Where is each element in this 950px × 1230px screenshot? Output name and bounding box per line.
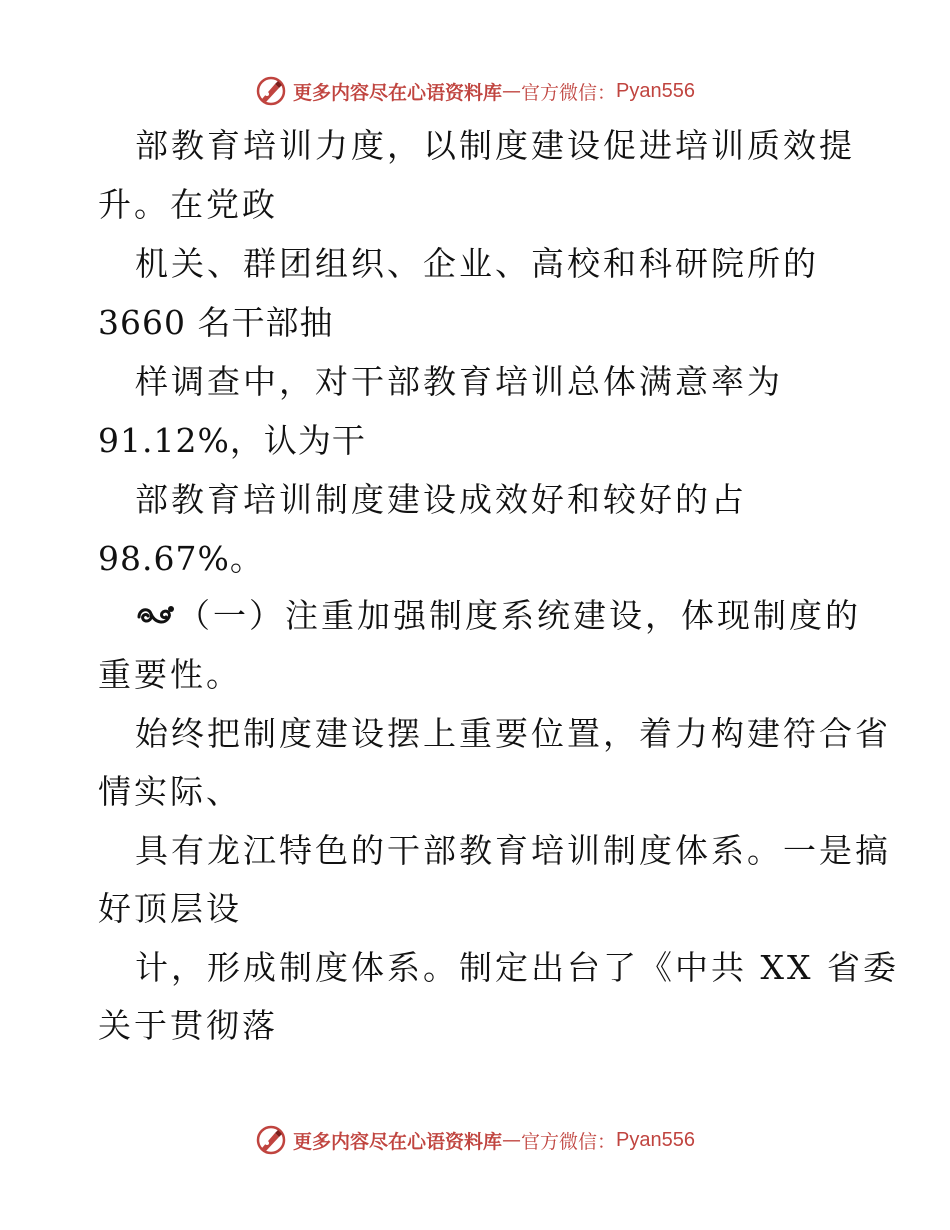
banner-wechat-label: 官方微信： — [521, 81, 617, 104]
body-line: 91.12%，认为干 — [98, 421, 366, 460]
banner-site-text: 更多内容尽在心语资料库 — [293, 81, 503, 104]
footer-banner — [0, 1120, 950, 1160]
pen-logo-icon — [255, 1124, 287, 1156]
body-line: 计，形成制度体系。制定出台了《中共 XX 省委 — [135, 948, 899, 987]
body-line: 3660 名干部抽 — [98, 303, 334, 342]
body-line: 升。在党政 — [98, 185, 278, 224]
body-line: 关于贯彻落 — [98, 1006, 278, 1045]
body-line: 好顶层设 — [98, 889, 242, 928]
body-line: 部教育培训制度建设成效好和较好的占 — [135, 480, 747, 519]
body-line: 具有龙江特色的干部教育培训制度体系。一是搞 — [135, 831, 891, 870]
pen-logo-icon — [255, 75, 287, 107]
banner-dash: — — [502, 80, 522, 102]
body-line: 情实际、 — [98, 772, 242, 811]
banner-wechat-label: 官方微信： — [521, 1130, 617, 1153]
body-line: 样调查中，对干部教育培训总体满意率为 — [135, 362, 783, 401]
banner-dash: — — [502, 1129, 522, 1151]
body-line: 98.67%。 — [98, 539, 264, 578]
body-line: 始终把制度建设摆上重要位置，着力构建符合省 — [135, 714, 891, 753]
banner-wechat-id: Pyan556 — [616, 1128, 695, 1151]
header-banner — [0, 71, 950, 111]
body-line: 部教育培训力度，以制度建设促进培训质效提 — [135, 126, 855, 165]
banner-site-text: 更多内容尽在心语资料库 — [293, 1130, 503, 1153]
banner-wechat-id: Pyan556 — [616, 79, 695, 102]
section-heading-text: （一）注重加强制度系统建设，体现制度的 — [177, 596, 861, 635]
body-line: 机关、群团组织、企业、高校和科研院所的 — [135, 244, 819, 283]
ornament-bullet-icon — [135, 601, 175, 631]
body-line: 重要性。 — [98, 655, 242, 694]
section-heading-line — [135, 596, 861, 636]
